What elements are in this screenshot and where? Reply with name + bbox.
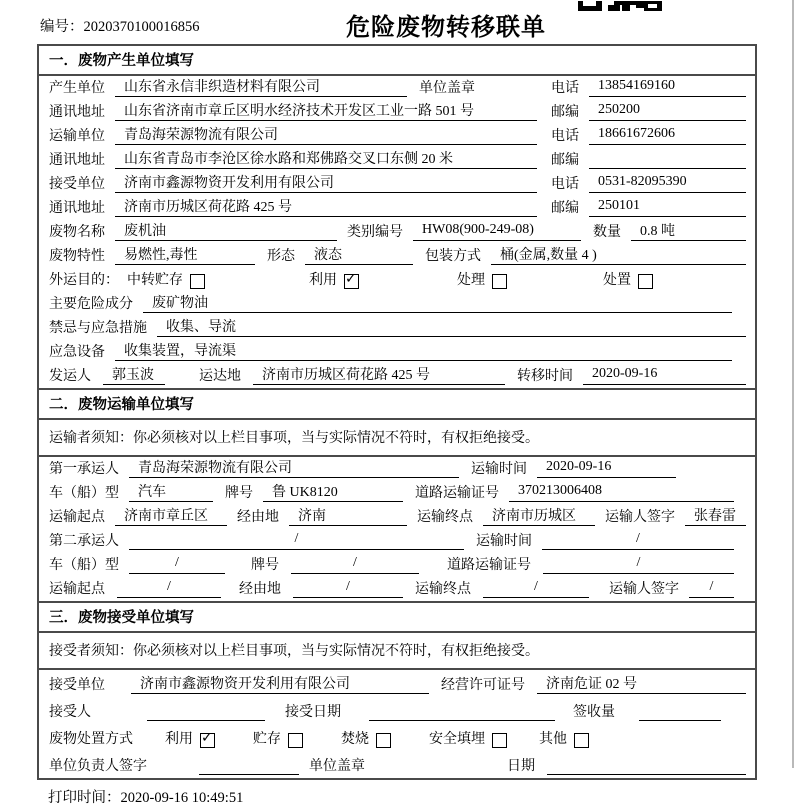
origin-label: 运输起点 bbox=[49, 582, 105, 597]
waste-name-row bbox=[39, 220, 755, 244]
via2-value: / bbox=[293, 579, 403, 598]
waste-name-value: 废机油 bbox=[115, 220, 337, 241]
recipient-label: 接受人 bbox=[49, 705, 91, 720]
receive-unit-value: 济南市鑫源物资开发利用有限公司 bbox=[131, 673, 429, 694]
via-label: 经由地 bbox=[237, 510, 279, 525]
transporter-address-row bbox=[39, 148, 755, 172]
carrier2-value: / bbox=[129, 531, 464, 550]
form-value: 液态 bbox=[305, 244, 413, 265]
receiver-zip-value: 250101 bbox=[589, 198, 746, 217]
disposal-label: 废物处置方式 bbox=[49, 732, 133, 747]
zip-label: 邮编 bbox=[551, 105, 579, 120]
section2-title: 二．废物运输单位填写 bbox=[39, 388, 755, 420]
received-qty-value bbox=[639, 702, 721, 721]
origin-label: 运输起点 bbox=[49, 510, 105, 525]
carrier2-time-value: / bbox=[542, 531, 734, 550]
equipment-label: 应急设备 bbox=[49, 345, 105, 360]
disposal-option-landfill: 安全填埋 bbox=[429, 728, 507, 748]
transporter-zip-value bbox=[589, 150, 746, 169]
receive-date-value bbox=[369, 702, 555, 721]
disposal-incinerate-checkbox bbox=[376, 733, 391, 748]
treat-checkbox bbox=[492, 274, 507, 289]
manifest-form bbox=[37, 44, 757, 780]
carrier1-row bbox=[39, 457, 755, 481]
date-label: 日期 bbox=[507, 759, 535, 774]
producer-label: 产生单位 bbox=[49, 81, 105, 96]
transporter-value: 青岛海荣源物流有限公司 bbox=[115, 124, 537, 145]
purpose-option-dispose: 处置 bbox=[603, 269, 653, 289]
sign2-value: / bbox=[689, 579, 734, 598]
purpose-option-treat: 处理 bbox=[457, 269, 507, 289]
qr-code-fragment bbox=[578, 0, 662, 16]
route1-row bbox=[39, 505, 755, 529]
date-value bbox=[547, 756, 746, 775]
disposal-method-row bbox=[39, 724, 755, 751]
waste-characteristic-row bbox=[39, 244, 755, 268]
recipient-value bbox=[147, 702, 265, 721]
carrier1-value: 青岛海荣源物流有限公司 bbox=[129, 457, 459, 478]
plate-label: 牌号 bbox=[251, 558, 279, 573]
vehicle-type-label: 车（船）型 bbox=[49, 486, 119, 501]
transporter-row bbox=[39, 124, 755, 148]
road-permit-label: 道路运输证号 bbox=[447, 558, 531, 573]
permit2-value: / bbox=[543, 555, 734, 574]
carrier2-row bbox=[39, 529, 755, 553]
transfer-time-value: 2020-09-16 bbox=[583, 366, 746, 385]
transport-time-label: 运输时间 bbox=[471, 462, 527, 477]
terminal2-value: / bbox=[483, 579, 589, 598]
page-edge-divider bbox=[792, 0, 794, 768]
via-label: 经由地 bbox=[239, 582, 281, 597]
purpose-option-transfer-storage: 中转贮存 bbox=[127, 269, 205, 289]
phone-label: 电话 bbox=[551, 177, 579, 192]
responsible-sign-row bbox=[39, 751, 755, 778]
producer-address-row bbox=[39, 100, 755, 124]
doc-number-label: 编号： bbox=[40, 19, 84, 35]
receiver-value: 济南市鑫源物资开发利用有限公司 bbox=[115, 172, 537, 193]
carrier-sign-label: 运输人签字 bbox=[605, 510, 675, 525]
shipper-value: 郭玉波 bbox=[103, 364, 165, 385]
vehicle-type-label: 车（船）型 bbox=[49, 558, 119, 573]
quantity-label: 数量 bbox=[593, 225, 621, 240]
producer-value: 山东省永信非织造材料有限公司 bbox=[115, 76, 407, 97]
purpose-option-utilize: 利用 ✓ bbox=[309, 269, 359, 289]
transport-time-label: 运输时间 bbox=[476, 534, 532, 549]
category-value: HW08(900-249-08) bbox=[413, 222, 581, 241]
address-label: 通讯地址 bbox=[49, 105, 105, 120]
plate2-value: / bbox=[291, 555, 419, 574]
carrier1-time-value: 2020-09-16 bbox=[537, 459, 676, 478]
print-time bbox=[48, 786, 796, 807]
responsible-sign-label: 单位负责人签字 bbox=[49, 759, 147, 774]
disposal-option-other: 其他 bbox=[539, 728, 589, 748]
carrier1-label: 第一承运人 bbox=[49, 462, 119, 477]
destination-label: 运达地 bbox=[199, 369, 241, 384]
category-label: 类别编号 bbox=[347, 225, 403, 240]
receiver-notice: 接受者须知：你必须核对以上栏目事项，当与实际情况不符时，有权拒绝接受。 bbox=[39, 633, 755, 670]
unit-seal-label: 单位盖章 bbox=[419, 81, 475, 96]
disposal-landfill-checkbox bbox=[492, 733, 507, 748]
vehicle2-row bbox=[39, 553, 755, 577]
received-qty-label: 签收量 bbox=[573, 705, 615, 720]
carrier2-label: 第二承运人 bbox=[49, 534, 119, 549]
address-label: 通讯地址 bbox=[49, 153, 105, 168]
recipient-row bbox=[39, 697, 755, 724]
zip-label: 邮编 bbox=[551, 201, 579, 216]
doc-number-value: 2020370100016856 bbox=[83, 19, 200, 35]
utilize-checkbox bbox=[344, 274, 359, 289]
receiver-row bbox=[39, 172, 755, 196]
disposal-other-checkbox bbox=[574, 733, 589, 748]
characteristic-label: 废物特性 bbox=[49, 249, 105, 264]
shipper-row bbox=[39, 364, 755, 388]
road-permit-label: 道路运输证号 bbox=[415, 486, 499, 501]
address-label: 通讯地址 bbox=[49, 201, 105, 216]
shipper-label: 发运人 bbox=[49, 369, 91, 384]
receiver-phone-value: 0531-82095390 bbox=[589, 174, 746, 193]
receiver-label: 接受单位 bbox=[49, 678, 105, 693]
transporter-label: 运输单位 bbox=[49, 129, 105, 144]
emergency-equipment-row bbox=[39, 340, 755, 364]
print-time-value: 2020-09-16 10:49:51 bbox=[120, 790, 244, 806]
transporter-phone-value: 18661672606 bbox=[589, 126, 746, 145]
phone-label: 电话 bbox=[551, 129, 579, 144]
section1-title: 一．废物产生单位填写 bbox=[39, 46, 755, 76]
page-title: 危险废物转移联单 bbox=[346, 15, 546, 41]
producer-row bbox=[39, 76, 755, 100]
zip-label: 邮编 bbox=[551, 153, 579, 168]
vehicle1-row bbox=[39, 481, 755, 505]
destination-value: 济南市历城区荷花路 425 号 bbox=[253, 364, 505, 385]
packaging-label: 包装方式 bbox=[425, 249, 481, 264]
document-header bbox=[0, 0, 796, 44]
license-value: 济南危证 02 号 bbox=[537, 673, 746, 694]
receiver-address-row bbox=[39, 196, 755, 220]
receive-date-label: 接受日期 bbox=[285, 705, 341, 720]
producer-zip-value: 250200 bbox=[589, 102, 746, 121]
disposal-option-storage: 贮存 bbox=[253, 728, 303, 748]
hazard-label: 主要危险成分 bbox=[49, 297, 133, 312]
license-label: 经营许可证号 bbox=[441, 678, 525, 693]
transfer-time-label: 转移时间 bbox=[517, 369, 573, 384]
transfer-storage-checkbox bbox=[190, 274, 205, 289]
producer-phone-value: 13854169160 bbox=[589, 78, 746, 97]
section3-title: 三．废物接受单位填写 bbox=[39, 601, 755, 633]
transporter-address-value: 山东省青岛市李沧区徐水路和郑佛路交叉口东侧 20 米 bbox=[115, 148, 537, 169]
plate1-value: 鲁 UK8120 bbox=[263, 481, 403, 502]
via1-value: 济南 bbox=[289, 505, 407, 526]
unit-seal-label: 单位盖章 bbox=[309, 759, 365, 774]
purpose-row bbox=[39, 268, 755, 292]
hazard-value: 废矿物油 bbox=[143, 292, 732, 313]
hazard-component-row bbox=[39, 292, 755, 316]
disposal-storage-checkbox bbox=[288, 733, 303, 748]
origin1-value: 济南市章丘区 bbox=[115, 505, 227, 526]
sign1-value: 张春雷 bbox=[685, 505, 746, 526]
measures-value: 收集、导流 bbox=[157, 316, 746, 337]
vehicle1-type-value: 汽车 bbox=[129, 481, 213, 502]
waste-name-label: 废物名称 bbox=[49, 225, 105, 240]
receive-unit-row bbox=[39, 670, 755, 697]
producer-address-value: 山东省济南市章丘区明水经济技术开发区工业一路 501 号 bbox=[115, 100, 537, 121]
equipment-value: 收集装置，导流渠 bbox=[115, 340, 732, 361]
terminal-label: 运输终点 bbox=[417, 510, 473, 525]
disposal-utilize-checkbox bbox=[200, 733, 215, 748]
dispose-checkbox bbox=[638, 274, 653, 289]
print-time-label: 打印时间： bbox=[48, 790, 121, 806]
route2-row bbox=[39, 577, 755, 601]
receiver-address-value: 济南市历城区荷花路 425 号 bbox=[115, 196, 537, 217]
vehicle2-type-value: / bbox=[129, 555, 225, 574]
permit1-value: 370213006408 bbox=[509, 483, 734, 502]
plate-label: 牌号 bbox=[225, 486, 253, 501]
form-label: 形态 bbox=[267, 249, 295, 264]
receiver-label: 接受单位 bbox=[49, 177, 105, 192]
carrier-sign-label: 运输人签字 bbox=[609, 582, 679, 597]
disposal-option-incinerate: 焚烧 bbox=[341, 728, 391, 748]
characteristic-value: 易燃性,毒性 bbox=[115, 244, 255, 265]
transporter-notice: 运输者须知：你必须核对以上栏目事项，当与实际情况不符时，有权拒绝接受。 bbox=[39, 420, 755, 457]
terminal-label: 运输终点 bbox=[415, 582, 471, 597]
phone-label: 电话 bbox=[551, 81, 579, 96]
purpose-label: 外运目的： bbox=[49, 273, 119, 288]
packaging-value: 桶(金属,数量 4 ) bbox=[491, 244, 746, 265]
disposal-option-utilize: 利用 ✓ bbox=[165, 728, 215, 748]
emergency-measures-row bbox=[39, 316, 755, 340]
quantity-value: 0.8 吨 bbox=[631, 220, 746, 241]
origin2-value: / bbox=[117, 579, 221, 598]
measures-label: 禁忌与应急措施 bbox=[49, 321, 147, 336]
terminal1-value: 济南市历城区 bbox=[483, 505, 595, 526]
responsible-sign-value bbox=[199, 756, 299, 775]
